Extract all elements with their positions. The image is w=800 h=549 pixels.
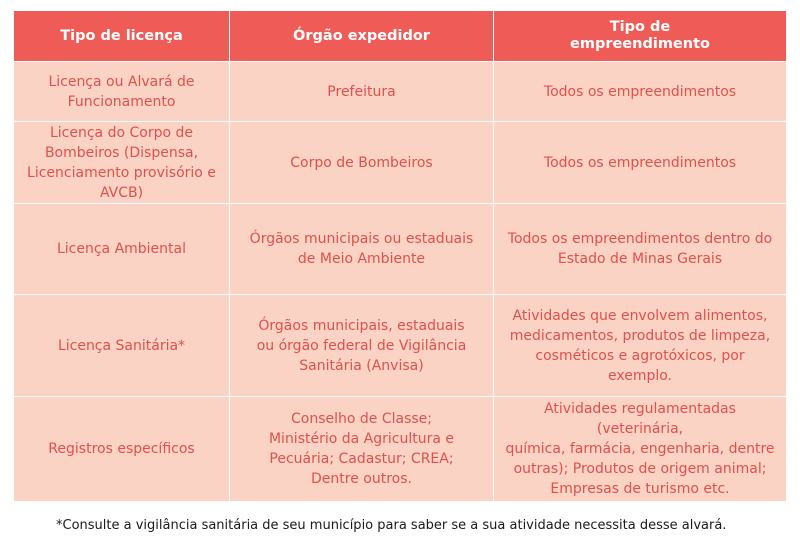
cell-line: Licença ou Alvará de [48, 73, 195, 90]
cell-line: Licença do Corpo de [49, 124, 193, 141]
cell-tipo [14, 204, 230, 295]
cell-line: Pecuária; Cadastur; CREA; [269, 451, 454, 467]
cell-orgao [230, 62, 494, 122]
cell-line: Licenciamento provisório e [27, 164, 216, 181]
table-row [14, 397, 786, 501]
header-tipo-de-licenca: Tipo de licença [14, 11, 230, 62]
cell-line: Prefeitura [327, 83, 396, 100]
header-row [14, 11, 786, 62]
cell-tipo [14, 122, 230, 204]
cell-line: ou órgão federal de Vigilância [256, 337, 467, 354]
cell-tipo [14, 295, 230, 397]
cell-line: Licença Ambiental [56, 241, 187, 257]
cell-line: Órgãos municipais, estaduais [258, 317, 465, 334]
cell-line: Corpo de Bombeiros [290, 154, 433, 171]
cell-orgao [230, 204, 494, 295]
cell-line: cosméticos e agrotóxicos, por exemplo. [535, 347, 745, 384]
cell-line: medicamentos, produtos de limpeza, [509, 327, 771, 344]
cell-line: outras); Produtos de origem animal; [513, 461, 767, 477]
cell-line: Ministério da Agricultura e [268, 431, 455, 447]
table-row [14, 122, 786, 204]
cell-line: Sanitária (Anvisa) [299, 357, 424, 374]
cell-empreendimento [494, 204, 786, 295]
cell-line: Todos os empreendimentos [543, 154, 737, 171]
table-row [14, 295, 786, 397]
cell-line: Atividades regulamentadas (veterinária, [544, 401, 736, 437]
cell-tipo [14, 62, 230, 122]
cell-line: Todos os empreendimentos dentro do [507, 231, 773, 247]
cell-orgao [230, 295, 494, 397]
cell-orgao [230, 397, 494, 501]
cell-line: Estado de Minas Gerais [557, 251, 723, 267]
cell-tipo [14, 397, 230, 501]
cell-line: Conselho de Classe; [290, 411, 432, 427]
cell-empreendimento [494, 122, 786, 204]
cell-line: Bombeiros (Dispensa, [44, 144, 199, 161]
cell-empreendimento [494, 397, 786, 501]
cell-line: Funcionamento [67, 93, 176, 110]
cell-line: Todos os empreendimentos [543, 83, 737, 100]
cell-line: Dentre outros. [311, 471, 412, 487]
cell-line: Registros específicos [48, 441, 195, 457]
footnote: *Consulte a vigilância sanitária de seu município para saber se a sua atividade necessita desse alvará. [56, 518, 727, 533]
cell-empreendimento [494, 62, 786, 122]
cell-line: AVCB) [99, 184, 144, 201]
table-row [14, 204, 786, 295]
cell-line: Atividades que envolvem alimentos, [512, 307, 768, 324]
cell-empreendimento [494, 295, 786, 397]
license-table [14, 11, 786, 501]
header-tipo-de-empreendimento: Tipo de empreendimento [494, 11, 786, 62]
cell-line: química, farmácia, engenharia, dentre [505, 441, 775, 457]
cell-line: Licença Sanitária* [57, 337, 186, 354]
cell-line: de Meio Ambiente [297, 251, 426, 267]
table-row [14, 62, 786, 122]
header-orgao-expedidor: Órgão expedidor [230, 11, 494, 62]
cell-orgao [230, 122, 494, 204]
cell-line: Empresas de turismo etc. [550, 481, 730, 497]
cell-line: Órgãos municipais ou estaduais [249, 231, 474, 247]
